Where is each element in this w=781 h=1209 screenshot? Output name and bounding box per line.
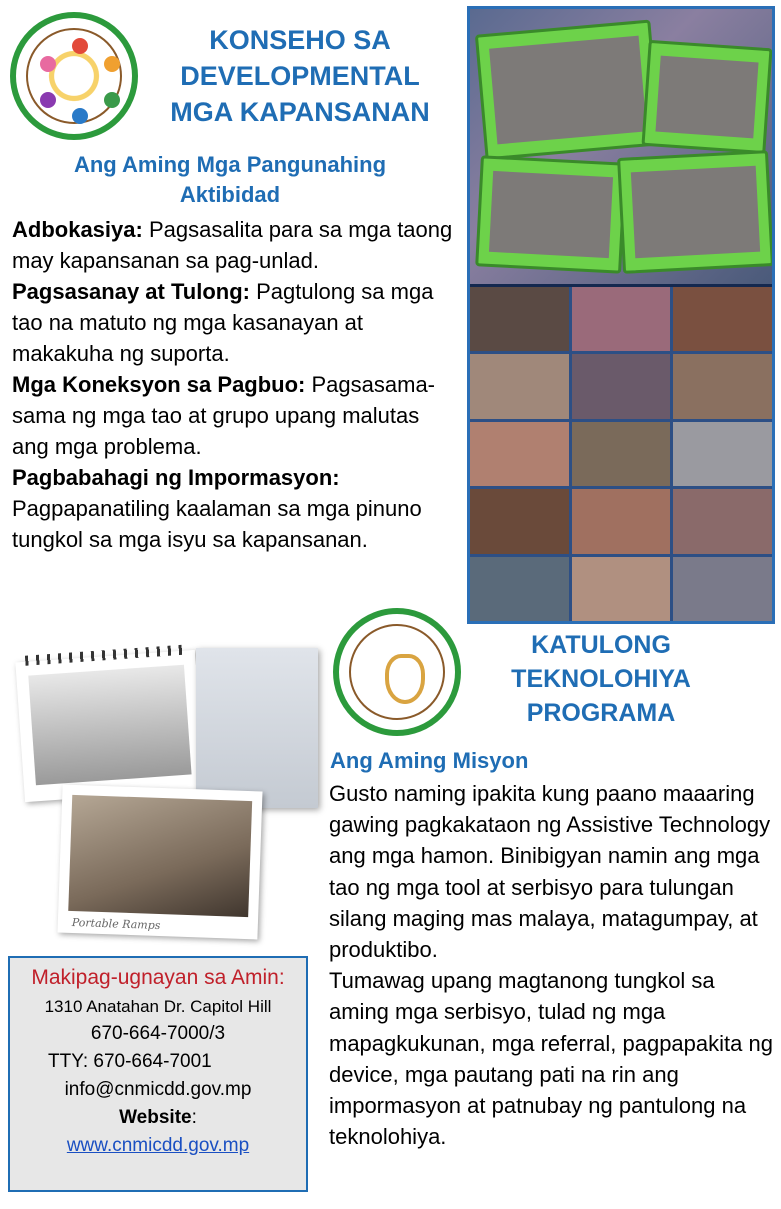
contact-tty: TTY: 670-664-7001 (48, 1051, 212, 1072)
website-colon: : (191, 1107, 197, 1128)
photo (631, 166, 760, 258)
title-line: TEKNOLOHIYA (511, 665, 691, 693)
photo (489, 36, 647, 145)
speaker-photo-grid (470, 287, 772, 621)
heading-line: Ang Aming Mga Pangunahing (73, 152, 387, 177)
photo-tile (572, 557, 671, 621)
photo-tile (572, 489, 671, 553)
photo-frame (617, 150, 774, 274)
activity-item (12, 276, 462, 369)
website-label: Website (119, 1107, 192, 1128)
at-program-title (470, 628, 732, 730)
equipment-photo (28, 665, 191, 786)
activity-item (12, 369, 462, 462)
photo-tile (673, 287, 772, 351)
scooter-ramp-photo (68, 795, 252, 917)
contact-phone: 670-664-7000/3 (90, 1023, 226, 1044)
photo-tile (470, 287, 569, 351)
photo-tile (673, 489, 772, 553)
assistive-technology-logo-icon (333, 608, 461, 736)
council-logo-ring (26, 28, 122, 124)
title-line: KONSEHO SA (209, 25, 391, 55)
title-line: PROGRAMA (526, 699, 676, 727)
activity-desc: Pagsasama-sama ng mga tao at grupo upang malutas ang mga problema. (12, 372, 436, 459)
photo-booth-frames (470, 9, 772, 284)
at-logo-mark (385, 654, 425, 704)
equipment-photo-card (15, 650, 204, 802)
contact-heading: Makipag-ugnayan sa Amin: (31, 966, 285, 989)
photo-tile (572, 287, 671, 351)
photo-tile (673, 557, 772, 621)
device-photo-card (196, 648, 318, 808)
logo-figure-red (72, 38, 88, 54)
photo-tile (470, 489, 569, 553)
mission-paragraph: Gusto naming ipakita kung paano maaaring gawing pagkakataon ng Assistive Technology ang mga hamon. Binibigyan namin ang mga tao ng mga tool at serbisyo para tulungan silang maging mas malaya, matagumpay, at produktibo. (329, 781, 771, 963)
mission-paragraph: Tumawag upang magtanong tungkol sa aming mga serbisyo, tulad ng mga mapagkukunan, mga referral, pagpapakita ng device, mga pautang pati na rin ang impormasyon at patnubay ng pantulong na teknolohiya. (329, 968, 773, 1150)
photo-tile (673, 422, 772, 486)
activity-term: Adbokasiya: (12, 217, 143, 242)
photo-frame (641, 40, 772, 154)
title-line: MGA KAPANSANAN (170, 97, 430, 127)
activity-item (12, 214, 462, 276)
logo-figure-blue (72, 108, 88, 124)
at-logo-ring (349, 624, 445, 720)
ramp-caption: Portable Ramps (71, 915, 161, 933)
activity-term: Mga Koneksyon sa Pagbuo: (12, 372, 306, 397)
photo-frame (475, 155, 627, 273)
activities-heading (10, 150, 450, 210)
photo-tile (470, 557, 569, 621)
activity-desc: Pagpapanatiling kaalaman sa mga pinuno tungkol sa mga isyu sa kapansanan. (12, 496, 422, 552)
title-line: KATULONG (531, 631, 671, 659)
activity-term: Pagbabahagi ng Impormasyon: (12, 465, 340, 490)
activity-item (12, 462, 462, 555)
logo-figure-orange (104, 56, 120, 72)
website-link[interactable]: www.cnmicdd.gov.mp (66, 1135, 250, 1156)
contact-box (8, 956, 308, 1192)
heading-line: Aktibidad (179, 182, 281, 207)
mission-body (329, 778, 777, 1152)
binder-rings (25, 645, 185, 666)
event-photo-collage (467, 6, 775, 624)
photo-tile (470, 354, 569, 418)
activities-list (12, 214, 462, 555)
assistive-equipment-collage (20, 638, 320, 938)
photo-tile (572, 354, 671, 418)
photo-tile (572, 422, 671, 486)
logo-figure-green (104, 92, 120, 108)
page-title (140, 22, 460, 130)
council-logo-icon (10, 12, 138, 140)
photo-tile (470, 422, 569, 486)
photo (655, 56, 758, 139)
contact-address: 1310 Anatahan Dr. Capitol Hill (44, 997, 272, 1016)
activity-term: Pagsasanay at Tulong: (12, 279, 250, 304)
title-line: DEVELOPMENTAL (180, 61, 420, 91)
ramp-photo-card (57, 785, 262, 940)
photo (489, 171, 613, 258)
photo-tile (673, 354, 772, 418)
logo-figure-purple (40, 92, 56, 108)
activity-desc: Pagsasalita para sa mga taong may kapansanan sa pag-unlad. (12, 217, 453, 273)
activity-desc: Pagtulong sa mga tao na matuto ng mga kasanayan at makakuha ng suporta. (12, 279, 434, 366)
website-label-row (10, 1104, 306, 1132)
photo-frame (475, 20, 661, 161)
mission-heading: Ang Aming Misyon (330, 748, 529, 773)
contact-email: info@cnmicdd.gov.mp (64, 1079, 252, 1100)
logo-figure-pink (40, 56, 56, 72)
